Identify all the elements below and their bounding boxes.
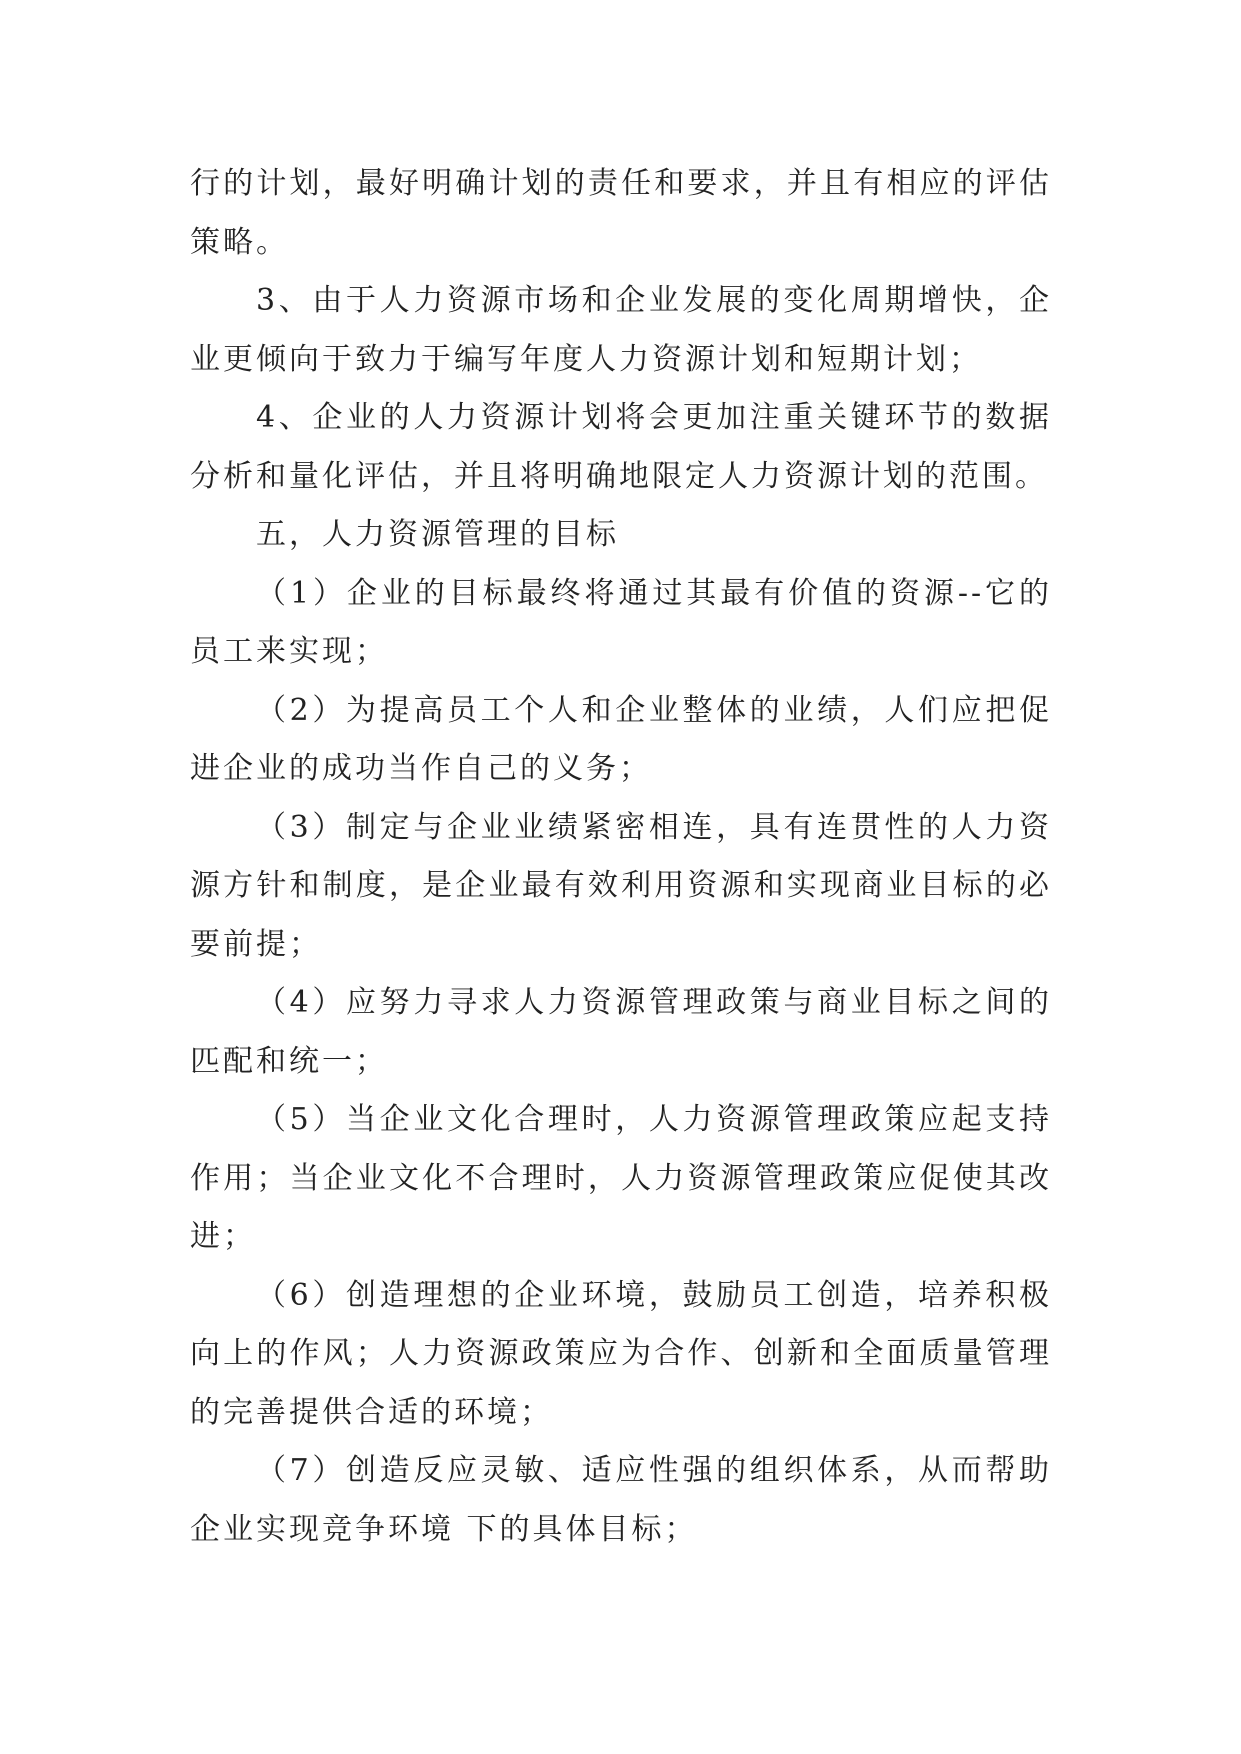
paragraph-continuation: 行的计划，最好明确计划的责任和要求，并且有相应的评估策略。 bbox=[190, 166, 1052, 260]
goal-item-7: （7）创造反应灵敏、适应性强的组织体系，从而帮助企业实现竞争环境 下的具体目标； bbox=[190, 1453, 1052, 1547]
document-body bbox=[190, 155, 1052, 1559]
goal-item-1: （1）企业的目标最终将通过其最有价值的资源--它的员工来实现； bbox=[190, 575, 1052, 669]
paragraph-item-3: 3、由于人力资源市场和企业发展的变化周期增快，企业更倾向于致力于编写年度人力资源计划和短期计划； bbox=[190, 283, 1052, 377]
goal-item-6: （6）创造理想的企业环境，鼓励员工创造，培养积极向上的作风；人力资源政策应为合作、创新和全面质量管理的完善提供合适的环境； bbox=[190, 1277, 1052, 1430]
goal-item-3: （3）制定与企业业绩紧密相连，具有连贯性的人力资源方针和制度，是企业最有效利用资源和实现商业目标的必要前提； bbox=[190, 809, 1052, 962]
section-heading: 五，人力资源管理的目标 bbox=[256, 517, 619, 552]
paragraph-item-4: 4、企业的人力资源计划将会更加注重关键环节的数据分析和量化评估，并且将明确地限定人力资源计划的范围。 bbox=[190, 400, 1052, 494]
goal-item-2: （2）为提高员工个人和企业整体的业绩，人们应把促进企业的成功当作自己的义务； bbox=[190, 692, 1052, 786]
goal-item-4: （4）应努力寻求人力资源管理政策与商业目标之间的匹配和统一； bbox=[190, 985, 1052, 1079]
goal-item-5: （5）当企业文化合理时，人力资源管理政策应起支持作用；当企业文化不合理时，人力资源管理政策应促使其改进； bbox=[190, 1102, 1052, 1254]
